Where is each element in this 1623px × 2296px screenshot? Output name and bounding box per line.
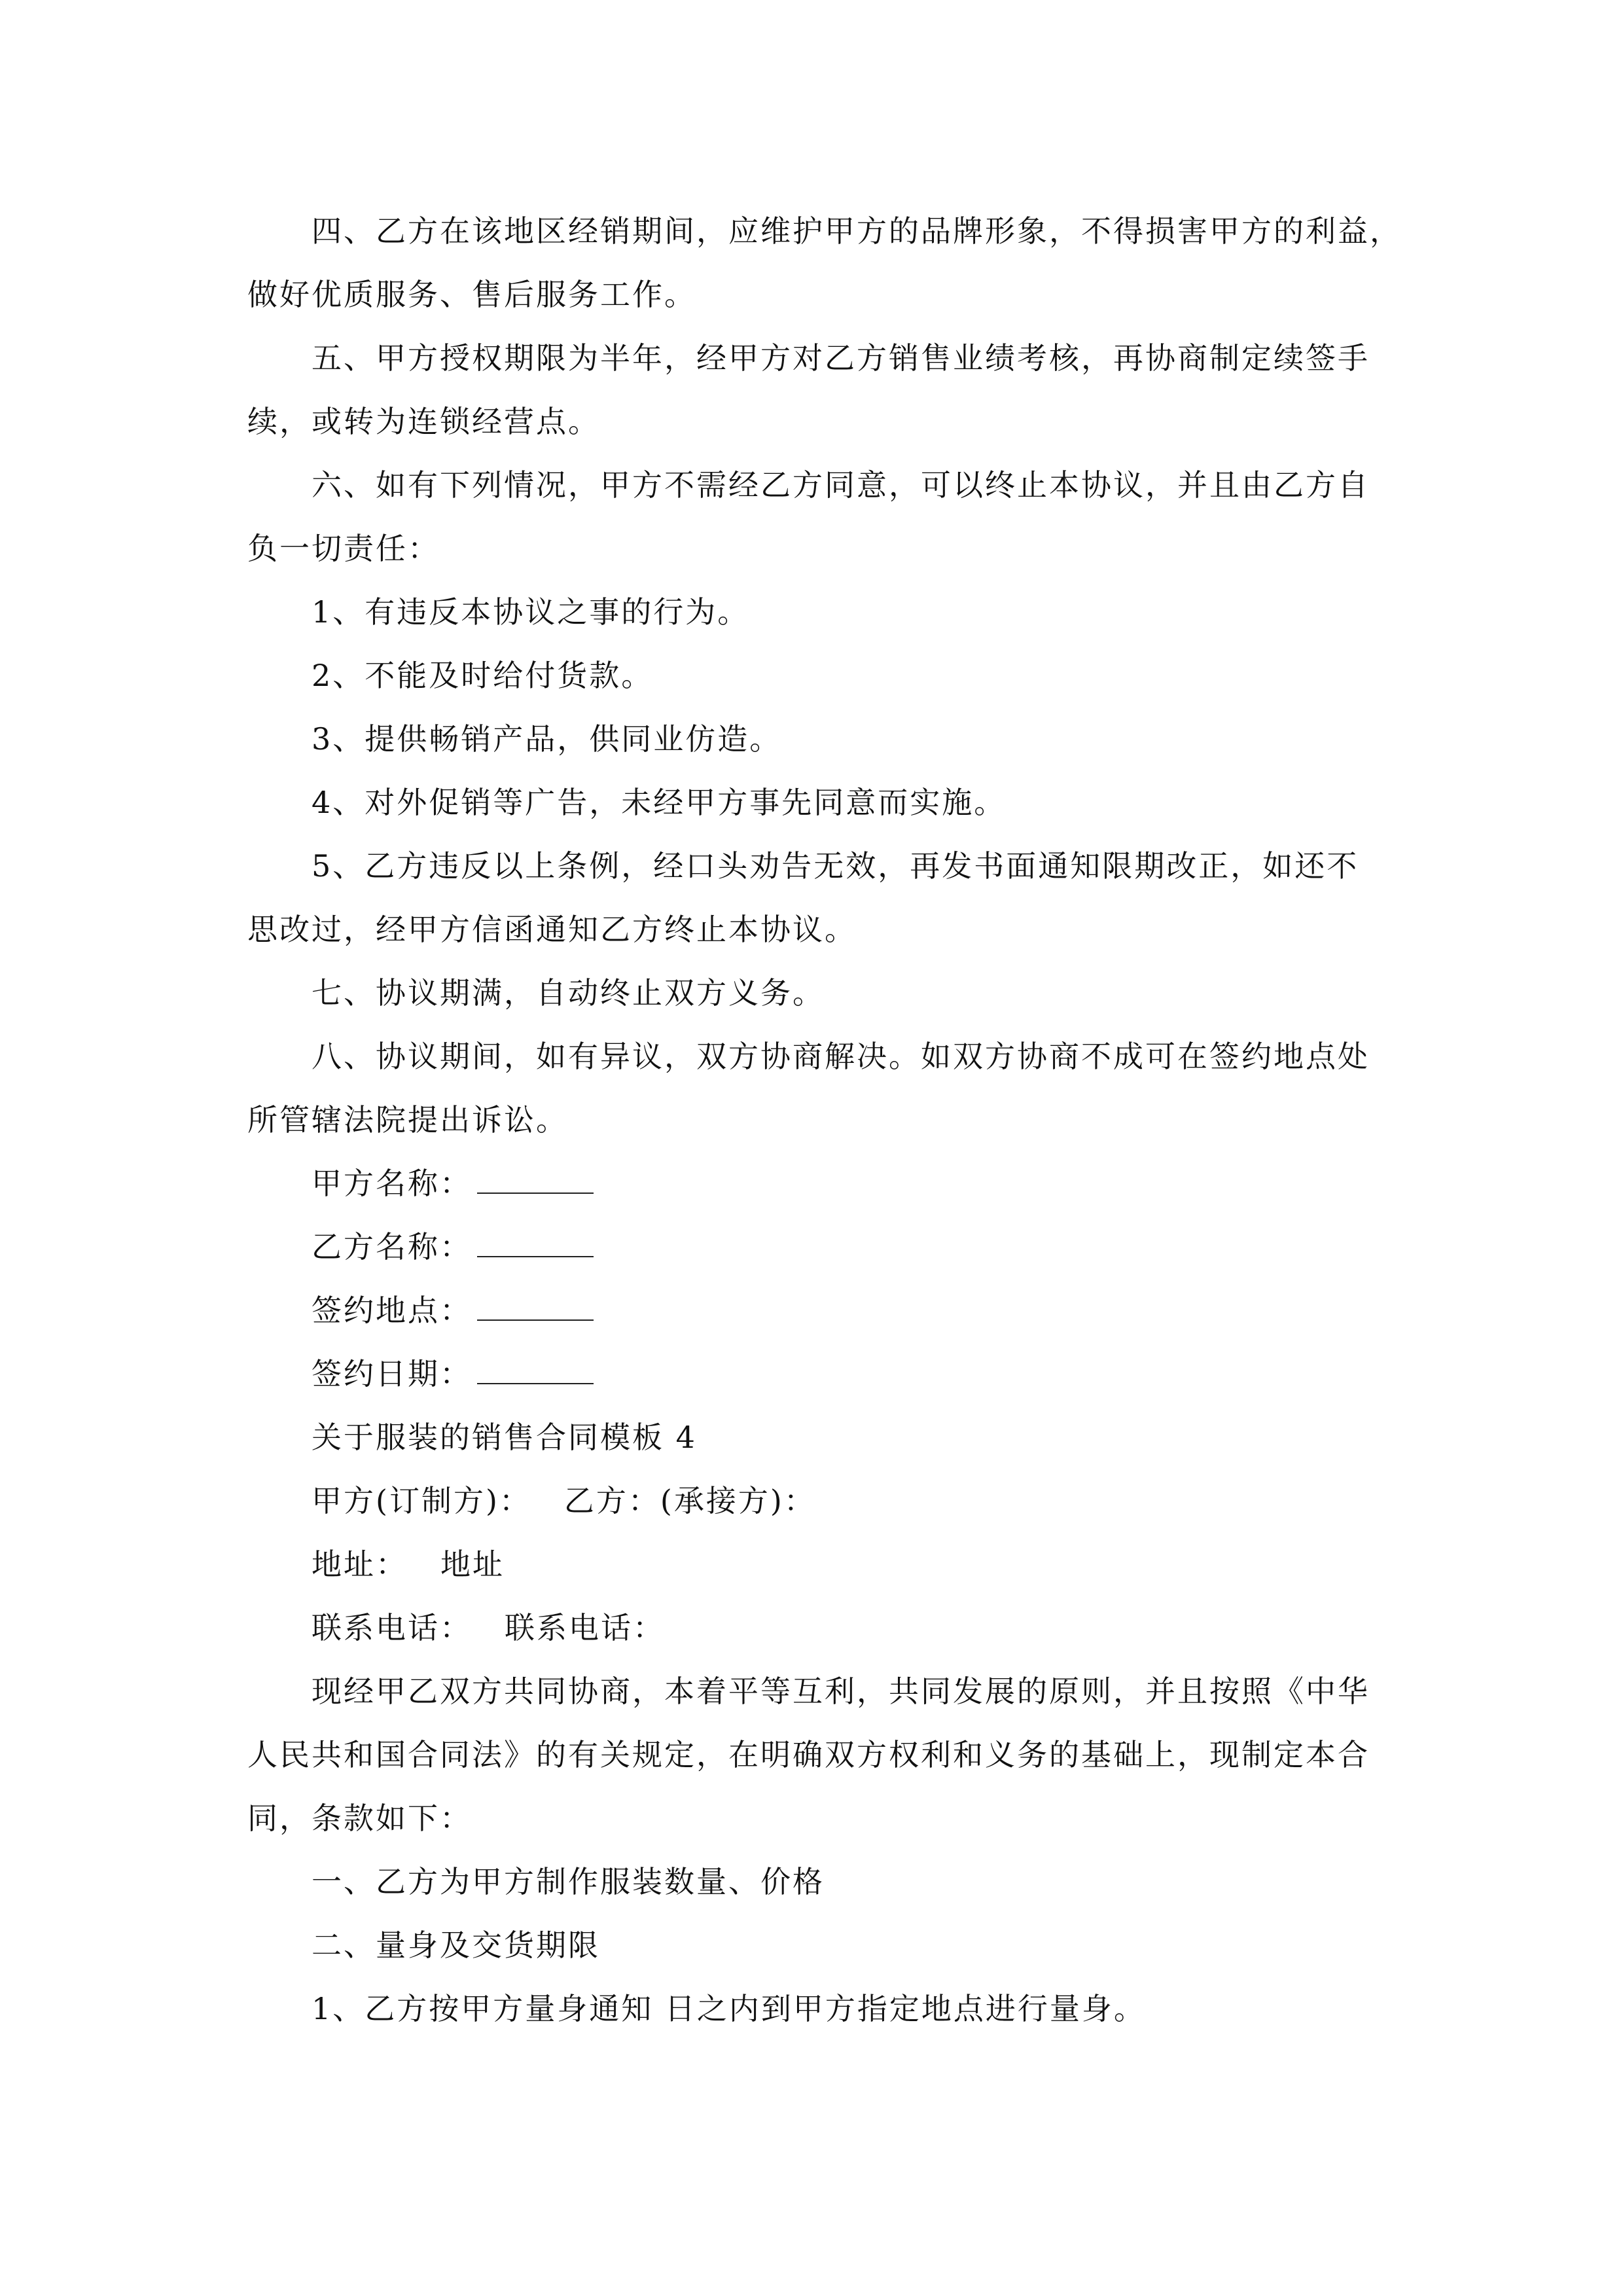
address-a-label: 地址： <box>312 1547 408 1582</box>
section-title: 关于服装的销售合同模板 4 <box>312 1420 697 1455</box>
paragraph-4-line-2: 做好优质服务、售后服务工作。 <box>247 277 696 312</box>
clause-2-item-1: 1、乙方按甲方量身通知 日之内到甲方指定地点进行量身。 <box>312 1991 1146 2026</box>
paragraph-5-line-1: 五、甲方授权期限为半年，经甲方对乙方销售业绩考核，再协商制定续签手 <box>312 340 1370 376</box>
intro-line-2: 人民共和国合同法》的有关规定，在明确双方权利和义务的基础上，现制定本合 <box>247 1737 1370 1772</box>
list-item-1: 1、有违反本协议之事的行为。 <box>312 594 750 630</box>
signature-field-party-a <box>312 1164 594 1203</box>
paragraph-5-line-2: 续，或转为连锁经营点。 <box>247 404 600 439</box>
list-item-4: 4、对外促销等广告，未经甲方事先同意而实施。 <box>312 785 1007 820</box>
signature-blank-line <box>477 1293 594 1321</box>
phone-line <box>312 1608 665 1647</box>
signature-field-party-b <box>312 1227 594 1266</box>
signature-field-label: 甲方名称： <box>312 1166 472 1201</box>
phone-a-label: 联系电话： <box>312 1610 472 1645</box>
phone-b-label: 联系电话： <box>505 1610 665 1645</box>
list-item-5-line-2: 思改过，经甲方信函通知乙方终止本协议。 <box>247 912 857 947</box>
paragraph-4-line-1: 四、乙方在该地区经销期间，应维护甲方的品牌形象，不得损害甲方的利益， <box>312 213 1402 249</box>
list-item-5-line-1: 5、乙方违反以上条例，经口头劝告无效，再发书面通知限期改正，如还不 <box>312 848 1359 884</box>
signature-blank-line <box>477 1357 594 1384</box>
address-b-label: 地址 <box>440 1547 505 1582</box>
paragraph-8-line-1: 八、协议期间，如有异议，双方协商解决。如双方协商不成可在签约地点处 <box>312 1039 1370 1074</box>
party-b-label: 乙方：(承接方)： <box>563 1483 816 1518</box>
clause-1: 一、乙方为甲方制作服装数量、价格 <box>312 1864 825 1899</box>
intro-line-1: 现经甲乙双方共同协商，本着平等互利，共同发展的原则，并且按照《中华 <box>312 1674 1370 1709</box>
signature-field-label: 签约日期： <box>312 1356 472 1391</box>
paragraph-8-line-2: 所管辖法院提出诉讼。 <box>247 1102 568 1138</box>
signature-field-label: 签约地点： <box>312 1293 472 1328</box>
paragraph-6-line-1: 六、如有下列情况，甲方不需经乙方同意，可以终止本协议，并且由乙方自 <box>312 467 1370 503</box>
address-line <box>312 1545 505 1584</box>
paragraph-7: 七、协议期满，自动终止双方义务。 <box>312 975 825 1011</box>
intro-line-3: 同，条款如下： <box>247 1801 472 1836</box>
list-item-2: 2、不能及时给付货款。 <box>312 658 654 693</box>
list-item-3: 3、提供畅销产品，供同业仿造。 <box>312 721 782 757</box>
parties-line <box>312 1481 816 1520</box>
signature-blank-line <box>477 1166 594 1194</box>
signature-blank-line <box>477 1230 594 1257</box>
signature-field-location <box>312 1291 594 1330</box>
party-a-label: 甲方(订制方)： <box>312 1483 531 1518</box>
clause-2: 二、量身及交货期限 <box>312 1928 600 1963</box>
signature-field-label: 乙方名称： <box>312 1229 472 1265</box>
signature-field-date <box>312 1354 594 1393</box>
paragraph-6-line-2: 负一切责任： <box>247 531 440 566</box>
